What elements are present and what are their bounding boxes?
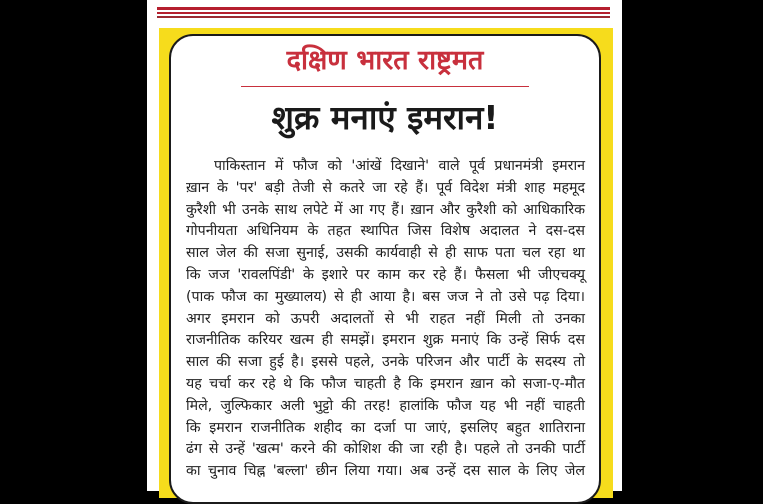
masthead-underline [241, 86, 529, 87]
editorial-card [169, 34, 601, 504]
header-rule-middle [157, 12, 610, 14]
body-line: कि इमरान राजनीतिक शहीद का दर्जा पा जाएं, इसलिए बहुत शातिराना [186, 419, 585, 436]
body-line: पाकिस्तान में फौज को 'आंखें दिखाने' वाले पूर्व प्रधानमंत्री इमरान [214, 158, 585, 174]
header-rule-top [157, 7, 610, 10]
body-line: (पाक फौज का मुख्यालय) से ही आया है। बस जज ने तो उसे पढ़ दिया। [186, 288, 585, 305]
body-line: मिले, जुल्फिकार अली भुट्टो की तरह! हालांकि फौज यह भी नहीं चाहती [186, 397, 585, 414]
masthead-title: दक्षिण भारत राष्ट्रमत [286, 45, 484, 76]
newspaper-page [147, 0, 622, 491]
body-line: गोपनीयता अधिनियम के तहत स्थापित जिस विशेष अदालत ने दस-दस [186, 223, 585, 240]
body-line: साल की सजा हुई है। इससे पहले, उनके परिजन और पार्टी के सदस्य तो [186, 354, 585, 371]
body-line: ख़ान के 'पर' बड़ी तेजी से कतरे जा रहे हैं। पूर्व विदेश मंत्री शाह महमूद [186, 179, 585, 196]
body-line: साल जेल की सजा सुनाई, उसकी कार्यवाही से ही साफ पता चल रहा था [186, 245, 585, 262]
body-line: यह चर्चा कर रहे थे कि फौज चाहती है कि इमरान ख़ान को सजा-ए-मौत [186, 375, 585, 392]
header-rule-bottom [157, 16, 610, 18]
body-line: का चुनाव चिह्न 'बल्ला' छीन लिया गया। अब उन्हें दस साल के लिए जेल [186, 463, 585, 480]
body-line: कि जज 'रावलपिंडी' के इशारे पर काम कर रहे हैं। फैसला भी जीएचक्यू [186, 266, 585, 283]
body-line: राजनीतिक करियर खत्म ही समझें। इमरान शुक्र मनाएं कि उन्हें सिर्फ दस [186, 332, 585, 349]
body-line: ढंग से उन्हें 'खत्म' करने की कोशिश की जा रही है। पहले तो उनकी पार्टी [186, 441, 585, 458]
editorial-headline: शुक्र मनाएं इमरान! [271, 98, 499, 137]
body-line: अगर इमरान को ऊपरी अदालतों से भी राहत नहीं मिली तो उनका [186, 310, 585, 327]
editorial-body [186, 156, 585, 483]
body-line: कुरैशी भी उनके साथ लपेटे में आ गए हैं। ख़ान और कुरैशी को आधिकारिक [186, 201, 585, 218]
